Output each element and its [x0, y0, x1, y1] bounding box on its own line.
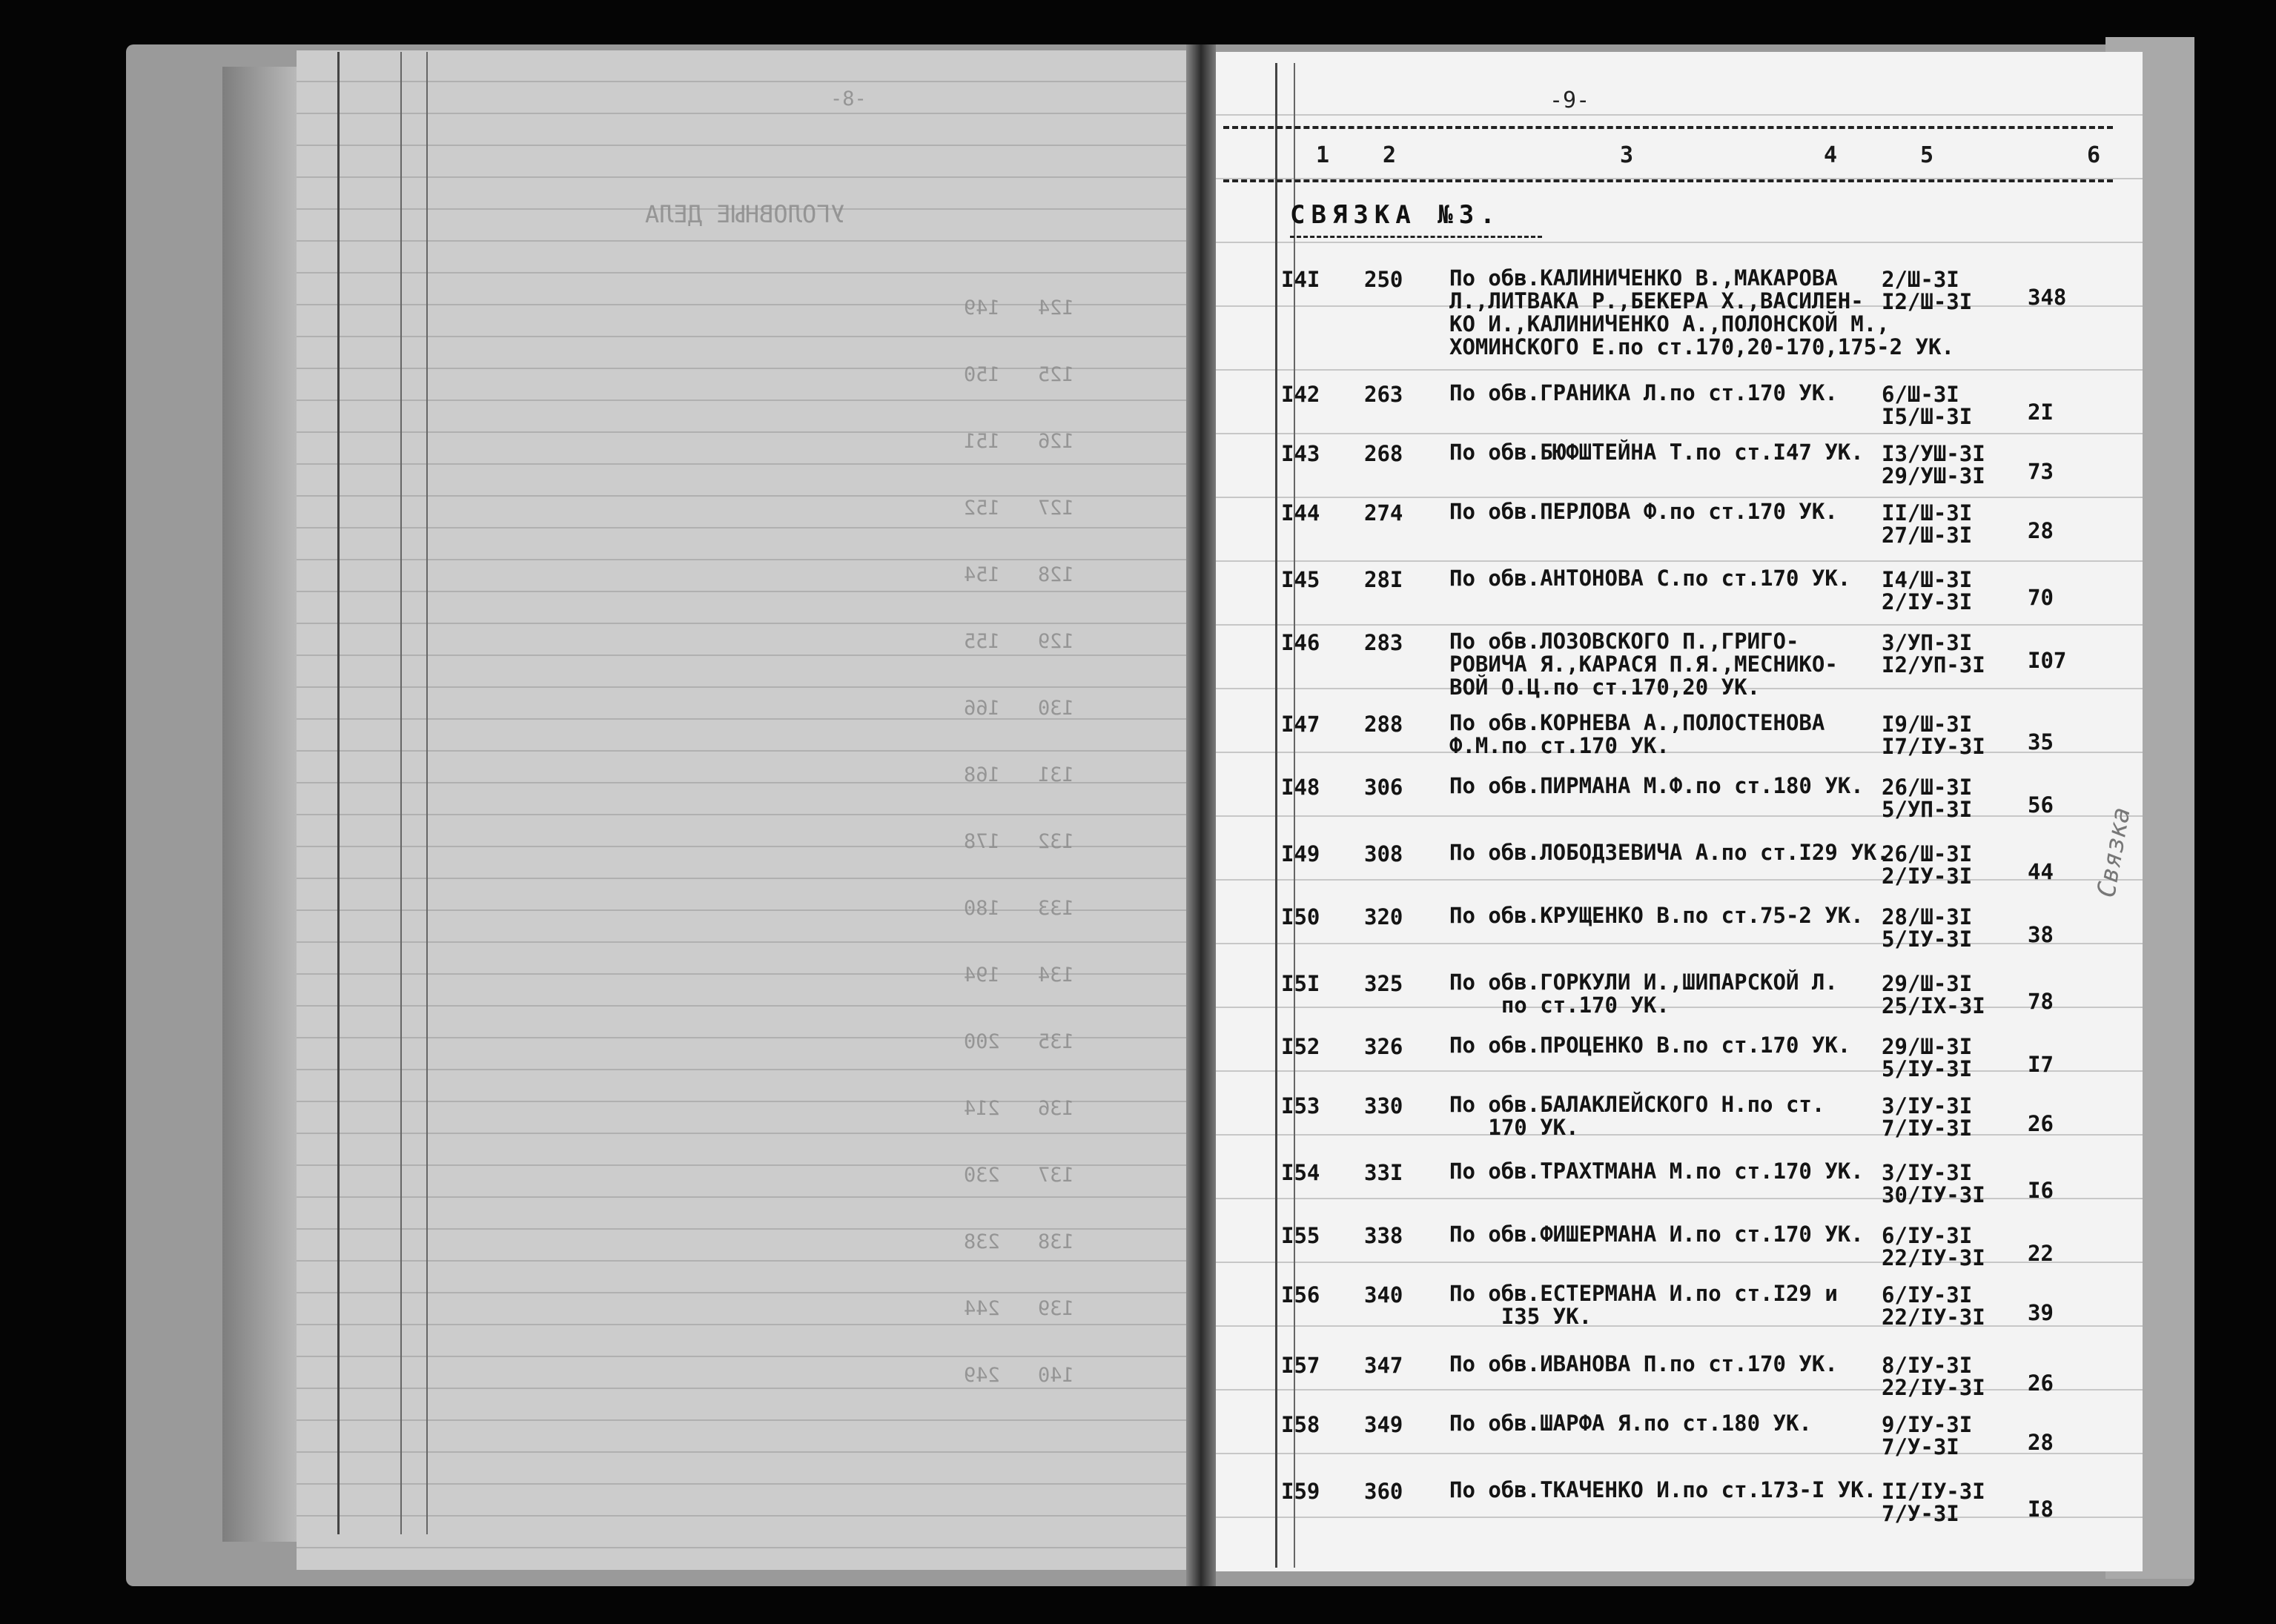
row-number: I54 — [1281, 1160, 1320, 1185]
row-number: I49 — [1281, 841, 1320, 866]
case-number: 28I — [1364, 567, 1403, 592]
case-number: 306 — [1364, 775, 1403, 800]
date-start: 6/IУ-3I — [1882, 1282, 1973, 1308]
case-description: По обв.КАЛИНИЧЕНКО В.,МАКАРОВА Л.,ЛИТВАКА Р.,БЕКЕРА Х.,ВАСИЛЕН- КО И.,КАЛИНИЧЕНКО А.,ПОЛОНСКОЙ М., ХОМИНСКОГО Е.по ст.170,20-170,175-2 УК. — [1449, 265, 1954, 359]
left-case-number: 149 — [964, 296, 1000, 319]
date-end: 29/УШ-3I — [1882, 463, 1985, 488]
case-description: По обв.ИВАНОВА П.по ст.170 УК. — [1449, 1351, 1838, 1376]
case-description: По обв.БЮФШТЕЙНА Т.по ст.I47 УК. — [1449, 440, 1864, 465]
left-row-number: 131 — [1038, 763, 1074, 786]
left-case-number: 238 — [964, 1230, 1000, 1253]
table-row — [0, 1034, 2276, 1093]
table-row — [0, 1479, 2276, 1538]
date-start: 26/Ш-3I — [1882, 775, 1973, 800]
table-row — [0, 567, 2276, 626]
row-number: I48 — [1281, 775, 1320, 800]
table-row — [0, 441, 2276, 500]
date-end: 22/IУ-3I — [1882, 1375, 1985, 1400]
page-number: -9- — [1549, 87, 1590, 113]
row-number: I58 — [1281, 1412, 1320, 1437]
table-row — [0, 265, 2276, 359]
left-case-number: 194 — [964, 964, 1000, 987]
case-number: 268 — [1364, 441, 1403, 466]
date-end: I5/Ш-3I — [1882, 404, 1973, 429]
left-page-header: УГОЛОВНЫЕ ДЕЛА — [645, 200, 845, 228]
left-row-number: 126 — [1038, 430, 1074, 453]
case-description: По обв.ТРАХТМАНА М.по ст.170 УК. — [1449, 1159, 1864, 1184]
sheet-count: 70 — [2028, 585, 2054, 610]
table-row — [0, 500, 2276, 560]
table-row — [0, 971, 2276, 1030]
left-row-number: 124 — [1038, 296, 1074, 319]
left-case-number: 244 — [964, 1297, 1000, 1320]
left-row-number: 125 — [1038, 363, 1074, 386]
column-header-4: 4 — [1824, 142, 1838, 168]
sheet-count: 28 — [2028, 1430, 2054, 1455]
header-dashed-rule-top — [1223, 126, 2113, 129]
table-row — [0, 904, 2276, 964]
sheet-count: 22 — [2028, 1241, 2054, 1266]
date-start: I9/Ш-3I — [1882, 712, 1973, 737]
sheet-count: 44 — [2028, 859, 2054, 884]
table-row — [0, 629, 2276, 700]
date-end: I7/IУ-3I — [1882, 734, 1985, 759]
left-case-number: 152 — [964, 497, 1000, 520]
row-number: I57 — [1281, 1353, 1320, 1378]
left-row-number: 137 — [1038, 1164, 1074, 1187]
left-case-number: 154 — [964, 563, 1000, 586]
date-start: 8/IУ-3I — [1882, 1353, 1973, 1378]
date-end: 22/IУ-3I — [1882, 1305, 1985, 1330]
date-end: 7/У-3I — [1882, 1434, 1959, 1459]
row-number: I5I — [1281, 971, 1320, 996]
left-row-number: 138 — [1038, 1230, 1074, 1253]
case-description: По обв.ЛОБОДЗЕВИЧА А.по ст.I29 УК. — [1449, 840, 1890, 865]
date-end: 5/УП-3I — [1882, 797, 1973, 822]
left-case-number: 178 — [964, 830, 1000, 853]
case-description: По обв.ПЕРЛОВА Ф.по ст.170 УК. — [1449, 499, 1838, 524]
sheet-count: 38 — [2028, 922, 2054, 947]
date-start: 9/IУ-3I — [1882, 1412, 1973, 1437]
date-start: 28/Ш-3I — [1882, 904, 1973, 929]
column-header-6: 6 — [2087, 142, 2101, 168]
case-number: 360 — [1364, 1479, 1403, 1504]
left-case-number: 150 — [964, 363, 1000, 386]
sheet-count: 26 — [2028, 1111, 2054, 1136]
left-case-number: 166 — [964, 697, 1000, 720]
case-description: По обв.ГОРКУЛИ И.,ШИПАРСКОЙ Л. по ст.170 УК. — [1449, 970, 1838, 1018]
table-row — [0, 775, 2276, 834]
date-start: 6/Ш-3I — [1882, 382, 1959, 407]
left-row-number: 133 — [1038, 897, 1074, 920]
row-number: I47 — [1281, 712, 1320, 737]
case-number: 338 — [1364, 1223, 1403, 1248]
date-end: 5/IУ-3I — [1882, 1056, 1973, 1081]
date-start: 3/IУ-3I — [1882, 1160, 1973, 1185]
margin-stamp: Связка — [2091, 805, 2137, 900]
table-row — [0, 1353, 2276, 1412]
header-dashed-rule-bottom — [1223, 179, 2113, 182]
sheet-count: I8 — [2028, 1497, 2054, 1522]
section-title: СВЯЗКА №3. — [1290, 200, 1501, 230]
left-row-number: 140 — [1038, 1364, 1074, 1387]
table-row — [0, 1282, 2276, 1342]
sheet-count: 35 — [2028, 729, 2054, 755]
row-number: I59 — [1281, 1479, 1320, 1504]
row-number: I44 — [1281, 500, 1320, 526]
case-number: 308 — [1364, 841, 1403, 866]
row-number: I42 — [1281, 382, 1320, 407]
case-number: 33I — [1364, 1160, 1403, 1185]
sheet-count: 348 — [2028, 285, 2067, 310]
table-row — [0, 1093, 2276, 1153]
case-description: По обв.ТКАЧЕНКО И.по ст.173-I УК. — [1449, 1477, 1877, 1502]
case-description: По обв.ЛОЗОВСКОГО П.,ГРИГО- РОВИЧА Я.,КАРАСЯ П.Я.,МЕСНИКО- ВОЙ О.Ц.по ст.170,20 УК. — [1449, 629, 1838, 700]
sheet-count: I6 — [2028, 1178, 2054, 1203]
sheet-count: I07 — [2028, 648, 2067, 673]
case-number: 263 — [1364, 382, 1403, 407]
case-description: По обв.ЕСТЕРМАНА И.по ст.I29 и I35 УК. — [1449, 1281, 1838, 1329]
row-number: I55 — [1281, 1223, 1320, 1248]
date-end: I2/УП-3I — [1882, 652, 1985, 677]
date-end: 2/IУ-3I — [1882, 589, 1973, 614]
left-row-number: 132 — [1038, 830, 1074, 853]
date-start: 29/Ш-3I — [1882, 1034, 1973, 1059]
sheet-count: 78 — [2028, 989, 2054, 1014]
table-row — [0, 841, 2276, 901]
case-description: По обв.ПРОЦЕНКО В.по ст.170 УК. — [1449, 1033, 1851, 1058]
date-start: 6/IУ-3I — [1882, 1223, 1973, 1248]
column-header-2: 2 — [1383, 142, 1397, 168]
case-number: 320 — [1364, 904, 1403, 929]
table-row — [0, 1160, 2276, 1219]
date-start: 3/IУ-3I — [1882, 1093, 1973, 1118]
column-header-5: 5 — [1920, 142, 1934, 168]
row-number: I45 — [1281, 567, 1320, 592]
case-description: По обв.ШАРФА Я.по ст.180 УК. — [1449, 1411, 1812, 1436]
date-start: 3/УП-3I — [1882, 630, 1973, 655]
column-header-1: 1 — [1316, 142, 1330, 168]
row-number: I43 — [1281, 441, 1320, 466]
date-end: 7/У-3I — [1882, 1501, 1959, 1526]
row-number: I52 — [1281, 1034, 1320, 1059]
sheet-count: 56 — [2028, 792, 2054, 818]
section-title-underline — [1290, 236, 1542, 238]
table-row — [0, 1412, 2276, 1471]
case-number: 330 — [1364, 1093, 1403, 1118]
case-number: 349 — [1364, 1412, 1403, 1437]
left-page-number: -8- — [830, 87, 867, 110]
date-end: 25/IХ-3I — [1882, 993, 1985, 1018]
date-start: II/Ш-3I — [1882, 500, 1973, 526]
case-number: 288 — [1364, 712, 1403, 737]
row-number: I4I — [1281, 267, 1320, 292]
table-row — [0, 712, 2276, 771]
left-case-number: 249 — [964, 1364, 1000, 1387]
left-case-number: 155 — [964, 630, 1000, 653]
left-row-number: 129 — [1038, 630, 1074, 653]
date-end: 2/IУ-3I — [1882, 864, 1973, 889]
left-case-number: 230 — [964, 1164, 1000, 1187]
left-case-number: 200 — [964, 1030, 1000, 1053]
left-case-number: 214 — [964, 1097, 1000, 1120]
case-number: 347 — [1364, 1353, 1403, 1378]
sheet-count: I7 — [2028, 1052, 2054, 1077]
date-end: 7/IУ-3I — [1882, 1116, 1973, 1141]
left-row-number: 139 — [1038, 1297, 1074, 1320]
case-number: 340 — [1364, 1282, 1403, 1308]
row-number: I53 — [1281, 1093, 1320, 1118]
left-row-number: 130 — [1038, 697, 1074, 720]
date-start: 26/Ш-3I — [1882, 841, 1973, 866]
date-start: 29/Ш-3I — [1882, 971, 1973, 996]
date-start: I3/УШ-3I — [1882, 441, 1985, 466]
table-row — [0, 382, 2276, 441]
table-row — [0, 1223, 2276, 1282]
row-number: I56 — [1281, 1282, 1320, 1308]
case-description: По обв.ПИРМАНА М.Ф.по ст.180 УК. — [1449, 773, 1864, 798]
sheet-count: 2I — [2028, 400, 2054, 425]
left-case-number: 151 — [964, 430, 1000, 453]
case-description: По обв.КРУЩЕНКО В.по ст.75-2 УК. — [1449, 903, 1864, 928]
date-start: 2/Ш-3I — [1882, 267, 1959, 292]
left-row-number: 127 — [1038, 497, 1074, 520]
case-description: По обв.ФИШЕРМАНА И.по ст.170 УК. — [1449, 1222, 1864, 1247]
row-number: I46 — [1281, 630, 1320, 655]
sheet-count: 26 — [2028, 1371, 2054, 1396]
case-description: По обв.АНТОНОВА С.по ст.170 УК. — [1449, 566, 1851, 591]
column-header-3: 3 — [1620, 142, 1634, 168]
left-row-number: 136 — [1038, 1097, 1074, 1120]
case-number: 325 — [1364, 971, 1403, 996]
left-row-number: 128 — [1038, 563, 1074, 586]
date-end: 27/Ш-3I — [1882, 523, 1973, 548]
case-number: 274 — [1364, 500, 1403, 526]
case-number: 326 — [1364, 1034, 1403, 1059]
left-row-number: 135 — [1038, 1030, 1074, 1053]
left-row-number: 134 — [1038, 964, 1074, 987]
row-number: I50 — [1281, 904, 1320, 929]
left-case-number: 180 — [964, 897, 1000, 920]
case-description: По обв.ГРАНИКА Л.по ст.170 УК. — [1449, 380, 1838, 405]
sheet-count: 73 — [2028, 459, 2054, 484]
sheet-count: 39 — [2028, 1300, 2054, 1325]
case-description: По обв.КОРНЕВА А.,ПОЛОСТЕНОВА Ф.М.по ст.170 УК. — [1449, 710, 1825, 758]
date-end: 5/IУ-3I — [1882, 927, 1973, 952]
date-end: I2/Ш-3I — [1882, 289, 1973, 314]
case-number: 250 — [1364, 267, 1403, 292]
case-number: 283 — [1364, 630, 1403, 655]
date-end: 30/IУ-3I — [1882, 1182, 1985, 1207]
case-description: По обв.БАЛАКЛЕЙСКОГО Н.по ст. 170 УК. — [1449, 1092, 1825, 1140]
date-end: 22/IУ-3I — [1882, 1245, 1985, 1270]
sheet-count: 28 — [2028, 518, 2054, 543]
date-start: II/IУ-3I — [1882, 1479, 1985, 1504]
date-start: I4/Ш-3I — [1882, 567, 1973, 592]
left-case-number: 168 — [964, 763, 1000, 786]
